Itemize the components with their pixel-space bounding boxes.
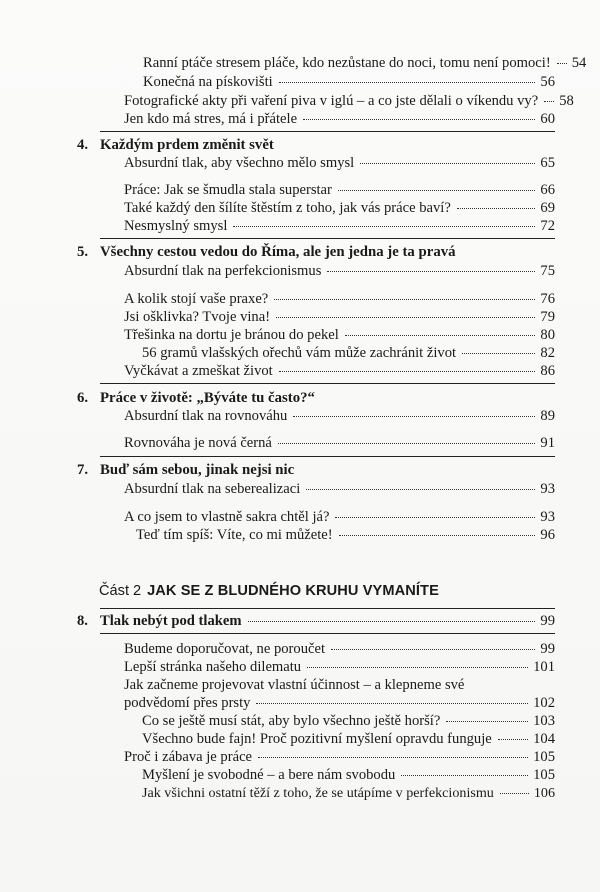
chapter-title: Všechny cestou vedou do Říma, ale jen jedna je ta pravá [100, 244, 456, 260]
dot-leader [274, 299, 535, 300]
toc-entry-title: A kolik stojí vaše praxe? [124, 291, 269, 307]
toc-entry [124, 110, 555, 128]
toc-entry [142, 730, 555, 748]
chapter-divider [100, 383, 555, 384]
toc-entry-title: Jen kdo má stres, má i přátele [124, 111, 298, 127]
toc-entry [124, 290, 555, 308]
dot-leader [338, 190, 536, 191]
toc-entry-title: Vyčkávat a zmeškat život [124, 363, 273, 379]
toc-entry-page: 104 [533, 731, 555, 747]
dot-leader [360, 163, 535, 164]
toc-entry-title: Konečná na pískovišti [143, 74, 273, 90]
chapter-divider [100, 131, 555, 132]
toc-entry-page: 89 [540, 408, 555, 424]
toc-entry-page: 106 [533, 785, 555, 801]
toc-entry-page: 105 [533, 767, 555, 783]
toc-entry [124, 199, 555, 217]
toc-entry-title: Lepší stránka našeho dilematu [124, 659, 302, 675]
dot-leader [303, 119, 535, 120]
toc-entry-page: 91 [540, 435, 555, 451]
toc-entry-title: 56 gramů vlašských ořechů vám může zachránit život [142, 345, 457, 361]
toc-entry [136, 526, 555, 544]
toc-entry-title: Také každý den šílíte štěstím z toho, jak vás práce baví? [124, 200, 451, 216]
chapter-number: 8. [77, 613, 88, 629]
toc-entry-title: Nesmyslný smysl [124, 218, 228, 234]
toc-entry [142, 712, 555, 730]
dot-leader [500, 793, 529, 794]
toc-entry-page: 102 [533, 695, 555, 711]
toc-entry-page: 76 [540, 291, 555, 307]
part-title: JAK SE Z BLUDNÉHO KRUHU VYMANÍTE [147, 583, 439, 599]
toc-entry [124, 508, 555, 526]
toc-entry-page: 96 [540, 527, 555, 543]
chapter-number: 5. [77, 244, 89, 260]
toc-entry-title: Budeme doporučovat, ne poroučet [124, 641, 326, 657]
toc-entry-title: Ranní ptáče stresem pláče, kdo nezůstane do noci, tomu není pomoci! [143, 55, 551, 71]
dot-leader [446, 721, 528, 722]
toc-entry [124, 640, 555, 658]
toc-entry-page: 69 [540, 200, 555, 216]
chapter-heading-text [77, 612, 242, 630]
toc-entry-page: 54 [571, 55, 587, 71]
toc-entry-page: 65 [540, 155, 555, 171]
toc-entry-page: 103 [533, 713, 555, 729]
toc-entry-page: 93 [540, 509, 555, 525]
dot-leader [293, 416, 535, 417]
chapter-divider [100, 456, 555, 457]
toc-entry-title: podvědomí přes prsty [124, 695, 251, 711]
chapter-heading [77, 136, 274, 154]
toc-entry-page: 56 [540, 74, 555, 90]
chapter-title: Buď sám sebou, jinak nejsi nic [100, 462, 295, 478]
dot-leader [345, 335, 536, 336]
dot-leader [258, 757, 528, 758]
toc-entry-title: Třešinka na dortu je bránou do pekel [124, 327, 339, 343]
chapter-title: Každým prdem změnit svět [100, 137, 274, 153]
toc-entry [124, 434, 555, 452]
chapter-title: Práce v životě: „Býváte tu často?“ [100, 390, 315, 406]
dot-leader [331, 649, 535, 650]
toc-entry-title: A co jsem to vlastně sakra chtěl já? [124, 509, 330, 525]
toc-entry [124, 181, 555, 199]
toc-entry-title: Absurdní tlak na seberealizaci [124, 481, 301, 497]
toc-entry-page: 80 [540, 327, 555, 343]
toc-entry [143, 73, 555, 91]
toc-entry-page: 75 [540, 263, 555, 279]
dot-leader [557, 63, 567, 64]
toc-entry-page: 82 [540, 345, 555, 361]
chapter-heading [77, 612, 555, 630]
toc-entry-page: 99 [540, 641, 555, 657]
toc-entry-title: Jsi ošklivka? Tvoje vina! [124, 309, 271, 325]
toc-entry [124, 748, 555, 766]
toc-entry-title: Rovnováha je nová černá [124, 435, 272, 451]
toc-entry-title: Jak začneme projevovat vlastní účinnost – a klepneme své [124, 677, 465, 693]
toc-entry-page: 86 [540, 363, 555, 379]
chapter-divider [100, 633, 555, 634]
toc-entry-page: 99 [540, 613, 555, 629]
toc-entry-title: Absurdní tlak na rovnováhu [124, 408, 288, 424]
toc-entry [124, 262, 555, 280]
toc-entry-title: Všechno bude fajn! Proč pozitivní myšlení opravdu funguje [142, 731, 492, 747]
toc-entry-page: 60 [540, 111, 555, 127]
dot-leader [335, 517, 535, 518]
dot-leader [279, 82, 536, 83]
dot-leader [279, 371, 536, 372]
toc-entry-title: Absurdní tlak na perfekcionismus [124, 263, 322, 279]
toc-entry-page: 93 [540, 481, 555, 497]
chapter-heading [77, 389, 315, 407]
dot-leader [306, 489, 535, 490]
toc-entry [124, 658, 555, 676]
toc-entry [124, 480, 555, 498]
dot-leader [327, 271, 535, 272]
chapter-heading [77, 243, 456, 261]
toc-entry-page: 72 [540, 218, 555, 234]
toc-entry-page: 101 [533, 659, 555, 675]
toc-entry-page: 58 [559, 93, 574, 109]
chapter-divider [100, 238, 555, 239]
part-heading [99, 582, 439, 600]
dot-leader [278, 443, 536, 444]
toc-entry [124, 308, 555, 326]
toc-entry [124, 154, 555, 172]
chapter-divider [100, 608, 555, 609]
toc-entry [142, 344, 555, 362]
dot-leader [233, 226, 535, 227]
dot-leader [401, 775, 528, 776]
dot-leader [276, 317, 535, 318]
chapter-number: 7. [77, 462, 89, 478]
dot-leader [307, 667, 528, 668]
toc-entry [142, 784, 555, 802]
chapter-heading [77, 461, 295, 479]
chapter-title: Tlak nebýt pod tlakem [100, 613, 242, 629]
toc-entry [124, 326, 555, 344]
toc-entry-title: Práce: Jak se šmudla stala superstar [124, 182, 332, 198]
toc-entry-title: Myšlení je svobodné – a bere nám svobodu [142, 767, 396, 783]
dot-leader [256, 703, 528, 704]
toc-entry-title: Absurdní tlak, aby všechno mělo smysl [124, 155, 355, 171]
toc-entry [142, 766, 555, 784]
chapter-number: 6. [77, 390, 89, 406]
dot-leader [339, 535, 536, 536]
toc-entry-title: Co se ještě musí stát, aby bylo všechno ještě horší? [142, 713, 441, 729]
dot-leader [498, 739, 528, 740]
toc-entry [124, 694, 555, 712]
chapter-number: 4. [77, 137, 89, 153]
toc-entry [124, 92, 574, 110]
toc-entry [143, 54, 587, 72]
part-label: Část 2 [99, 583, 142, 599]
dot-leader [462, 353, 535, 354]
toc-entry-title: Fotografické akty při vaření piva v iglú – a co jste dělali o víkendu vy? [124, 93, 539, 109]
toc-entry-page: 105 [533, 749, 555, 765]
dot-leader [457, 208, 536, 209]
toc-entry [124, 217, 555, 235]
toc-entry-page: 79 [540, 309, 555, 325]
toc-entry-title: Teď tím spíš: Víte, co mi můžete! [136, 527, 333, 543]
toc-entry-page: 66 [540, 182, 555, 198]
toc-entry-title: Proč i zábava je práce [124, 749, 253, 765]
dot-leader [248, 621, 536, 622]
toc-entry [124, 407, 555, 425]
dot-leader [544, 101, 554, 102]
toc-entry-title: Jak všichni ostatní těží z toho, že se utápíme v perfekcionismu [142, 785, 494, 801]
toc-entry [124, 362, 555, 380]
